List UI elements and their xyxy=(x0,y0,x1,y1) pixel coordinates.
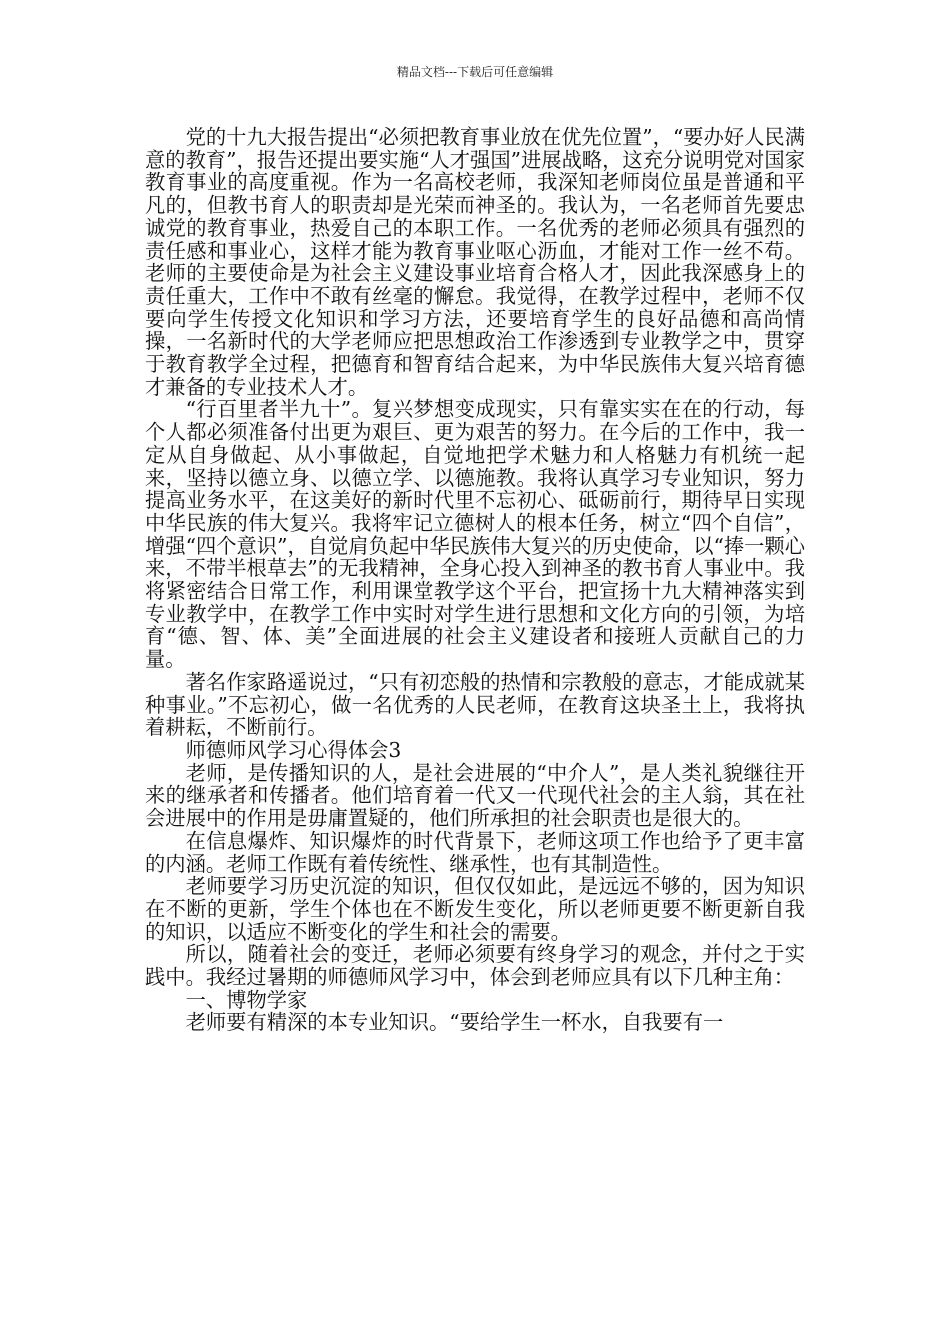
paragraph-intro: 党的十九大报告提出“必须把教育事业放在优先位置”，“要办好人民满意的教育”，报告还提出要实施“人才强国”进展战略，这充分说明党对国家教育事业的高度重视。作为一名高校老师，我深知老师岗位虽是普通和平凡的，但教书育人的职责却是光荣而神圣的。我认为，一名老师首先要忠诚党的教育事业，热爱自己的本职工作。一名优秀的老师必须具有强烈的责任感和事业心，这样才能为教育事业呕心沥血，才能对工作一丝不苟。老师的主要使命是为社会主义建设事业培育合格人才，因此我深感身上的责任重大，工作中不敢有丝毫的懈怠。我觉得，在教学过程中，老师不仅要向学生传授文化知识和学习方法，还要培育学生的良好品德和高尚情操，一名新时代的大学老师应把思想政治工作渗透到专业教学之中，贯穿于教育教学全过程，把德育和智育结合起来，为中华民族伟大复兴培育德才兼备的专业技术人才。 xyxy=(145,125,805,399)
section-heading: 师德师风学习心得体会3 xyxy=(185,737,402,762)
paragraph-lifelong: 所以，随着社会的变迁，老师必须要有终身学习的观念，并付之于实践中。我经过暑期的师德师风学习中，体会到老师应具有以下几种主角： xyxy=(145,942,805,990)
page-header: 精品文档---下载后可任意编辑 xyxy=(396,65,554,79)
paragraph-teacher-role: 老师，是传播知识的人，是社会进展的“中介人”，是人类礼貌继往开来的继承者和传播者。他们培育着一代又一代现代社会的主人翁，其在社会进展中的作用是毋庸置疑的，他们所承担的社会职责也是很大的。 xyxy=(145,760,805,831)
subheading-naturalist: 一、博物学家 xyxy=(185,987,308,1012)
document-body xyxy=(145,126,805,1034)
paragraph-learning: 老师要学习历史沉淀的知识，但仅仅如此，是远远不够的，因为知识在不断的更新，学生个体也在不断发生变化，所以老师更要不断更新自我的知识，以适应不断变化的学生和社会的需要。 xyxy=(145,874,805,944)
paragraph-commitment: “行百里者半九十”。复兴梦想变成现实，只有靠实实在在的行动，每个人都必须准备付出更为艰巨、更为艰苦的努力。在今后的工作中，我一定从自身做起、从小事做起，自觉地把学术魅力和人格魅力有机统一起来，坚持以德立身、以德立学、以德施教。我将认真学习专业知识，努力提高业务水平，在这美好的新时代里不忘初心、砥砺前行，期待早日实现中华民族的伟大复兴。我将牢记立德树人的根本任务，树立“四个自信”，增强“四个意识”，自觉肩负起中华民族伟大复兴的历史使命，以“捧一颗心来，不带半根草去”的无我精神，全身心投入到神圣的教书育人事业中。我将紧密结合日常工作，利用课堂教学这个平台，把宣扬十九大精神落实到专业教学中，在教学工作中实时对学生进行思想和文化方向的引领，为培育“德、智、体、美”全面进展的社会主义建设者和接班人贡献自己的力量。 xyxy=(145,397,805,672)
paragraph-information-era: 在信息爆炸、知识爆炸的时代背景下，老师这项工作也给予了更丰富的内涵。老师工作既有着传统性、继承性，也有其制造性。 xyxy=(145,828,805,876)
paragraph-quote: 著名作家路遥说过，“只有初恋般的热情和宗教般的意志，才能成就某种事业。”不忘初心，做一名优秀的人民老师，在教育这块圣土上，我将执着耕耘，不断前行。 xyxy=(145,669,805,740)
paragraph-expertise: 老师要有精深的本专业知识。“要给学生一杯水，自我要有一 xyxy=(185,1010,724,1035)
